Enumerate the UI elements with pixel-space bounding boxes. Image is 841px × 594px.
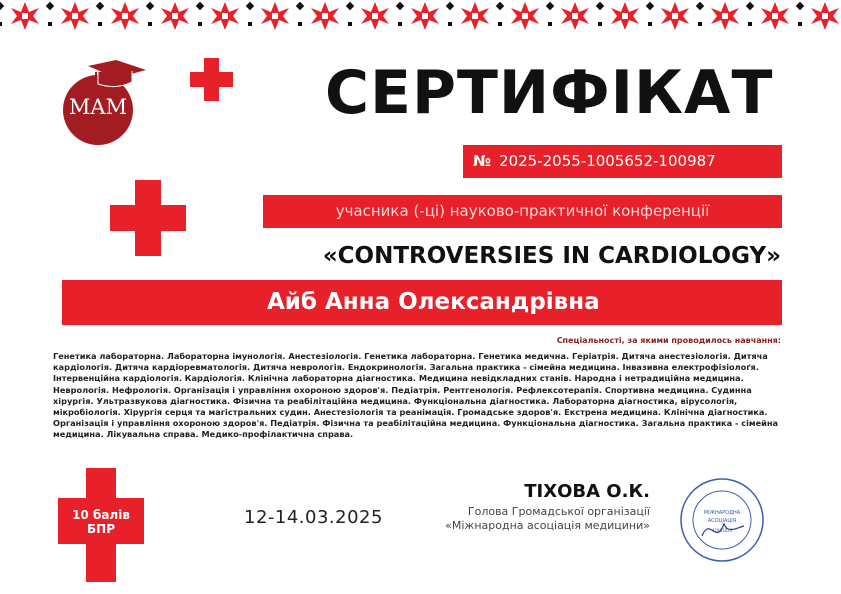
official-stamp: [678, 476, 766, 564]
signer-role-line2: «Міжнародна асоціація медицини»: [445, 519, 650, 532]
embroidery-ornament-border: [0, 0, 841, 32]
certificate-title: СЕРТИФІКАТ: [325, 58, 774, 128]
svg-text:МІЖНАРОДНА: МІЖНАРОДНА: [703, 510, 741, 516]
certificate-number-value: 2025-2055-1005652-100987: [499, 152, 716, 170]
certificate-number: [463, 145, 782, 178]
svg-text:АСОЦІАЦІЯ: АСОЦІАЦІЯ: [707, 518, 737, 524]
mam-logo: [58, 58, 153, 148]
points-badge: 10 балів БПР: [72, 508, 130, 536]
participant-label: учасника (-ці) науково-практичної конференції: [263, 195, 782, 228]
specialties-list: Генетика лабораторна. Лабораторна імунологія. Анестезіологія. Генетика лабораторна. Генетика медична. Геріатрія. Дитяча анестезіологія. Дитяча кардіологія. Дитяча кардіоревматологія. Дитяча неврологія. Ендокринологія. Загальна практика - сімейна медицина. Інвазивна електрофізіолоґя. Інтервенційна кардіологія. Кардіологія. Клінічна лабораторна діагностика. Медицина невідкладних станів. Народна і нетрадиційна медицина. Неврологія. Нефрологія. Організація і управління охороною здоров'я. Педіатрія. Рентгенологія. Рефлексотерапія. Спортивна медицина. Судинна хірургія. Ультразвукова діагностика. Фізична та реабілітаційна медицина. Функціональна діагностика. Лабораторна діагностика, вірусологія, мікробіологія. Хірургія серця та магістральних судин. Анестезіологія та реанімація. Громадське здоров'я. Екстрена медицина. Клінічна діагностика. Організація і управління охороною здоров'я. Педіатрія. Фізична та реабілітаційна медицина. Функціональна діагностика. Загальна практика - сімейна медицина. Лікувальна справа. Медико-профілактична справа.: [53, 351, 779, 440]
signer-name: ТІХОВА О.К.: [524, 481, 650, 502]
red-cross-icon: [110, 180, 186, 256]
signer-role-line1: Голова Громадської організації: [467, 505, 650, 518]
conference-title: «CONTROVERSIES IN CARDIOLOGY»: [322, 243, 781, 269]
red-cross-icon: [190, 58, 233, 101]
number-sign: №: [473, 152, 492, 170]
signer-role: [445, 505, 650, 533]
conference-date: 12-14.03.2025: [244, 507, 383, 528]
recipient-name: Айб Анна Олександрівна: [62, 280, 782, 325]
svg-text:42091823: 42091823: [711, 528, 733, 533]
logo-text: MAM: [68, 95, 128, 119]
specialties-heading: Спеціальності, за якими проводилось навчання:: [556, 336, 781, 345]
